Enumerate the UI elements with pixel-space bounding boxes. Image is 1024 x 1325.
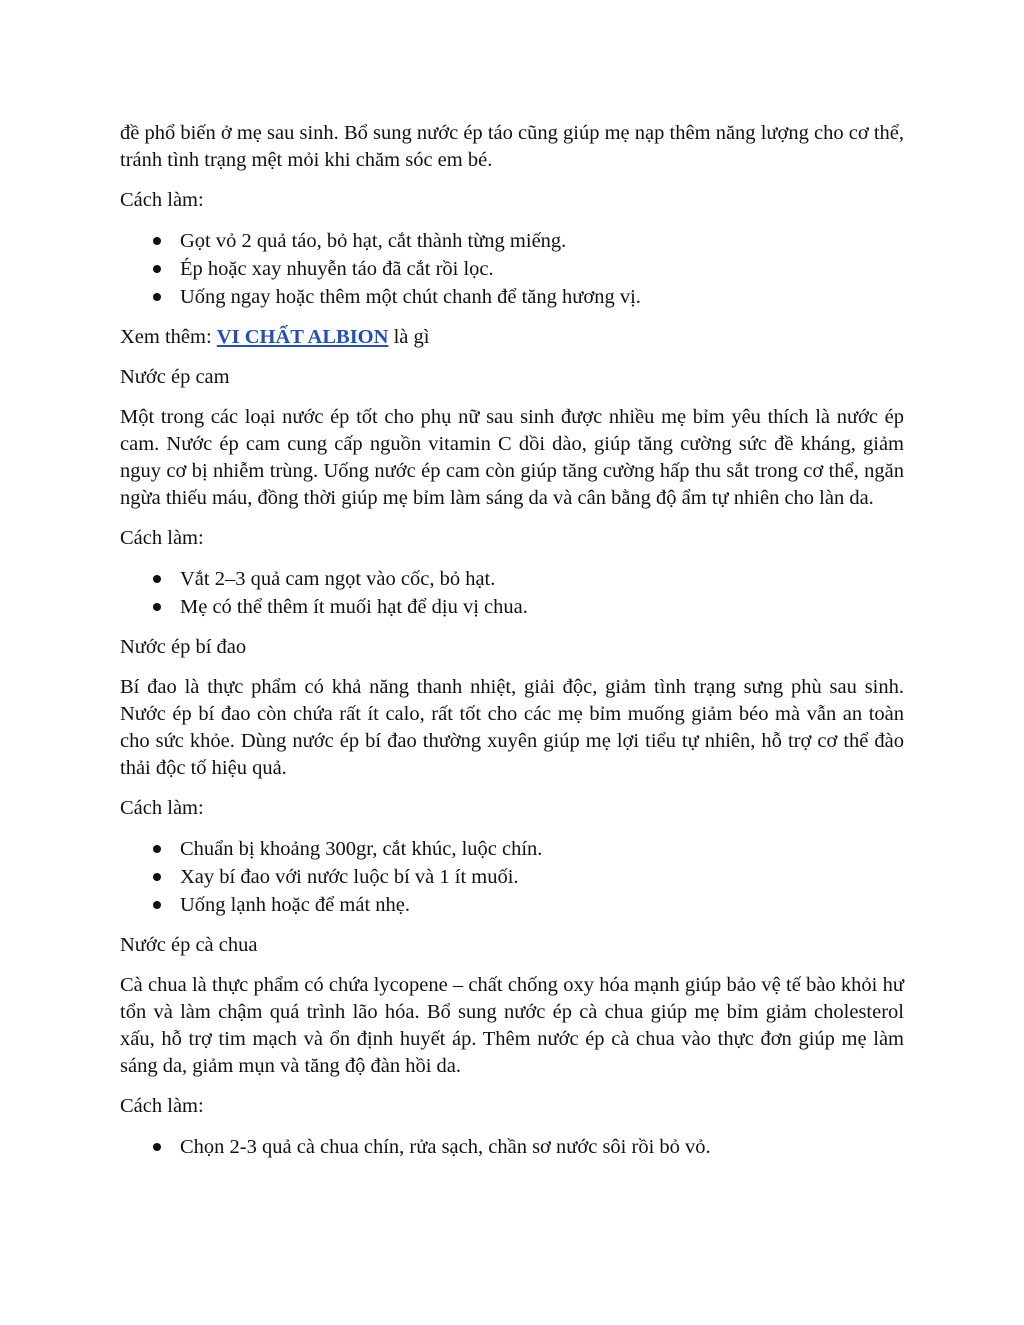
- list-item-text: Chuẩn bị khoảng 300gr, cắt khúc, luộc chín.: [180, 838, 543, 860]
- bullet-icon: [153, 603, 161, 611]
- list-item-text: Uống lạnh hoặc để mát nhẹ.: [180, 894, 410, 916]
- bullet-icon: [153, 237, 161, 245]
- see-more-prefix: Xem thêm:: [120, 326, 217, 348]
- list-item: [120, 863, 904, 891]
- orange-how-label: Cách làm:: [120, 527, 204, 549]
- list-item-text: Vắt 2–3 quả cam ngọt vào cốc, bỏ hạt.: [180, 568, 496, 590]
- bullet-icon: [153, 575, 161, 583]
- list-item: [120, 565, 904, 593]
- bullet-icon: [153, 265, 161, 273]
- list-item: [120, 255, 904, 283]
- list-item: [120, 593, 904, 621]
- tomato-body: Cà chua là thực phẩm có chứa lycopene – chất chống oxy hóa mạnh giúp bảo vệ tế bào khỏi hư tổn và làm chậm quá trình lão hóa. Bổ sung nước ép cà chua giúp mẹ bỉm giảm cholesterol xấu, hỗ trợ tim mạch và ổn định huyết áp. Thêm nước ép cà chua vào thực đơn giúp mẹ làm sáng da, giảm mụn và tăng độ đàn hồi da.: [120, 974, 904, 1077]
- winter-melon-heading: Nước ép bí đao: [120, 636, 247, 658]
- see-more-line: [120, 324, 904, 351]
- orange-steps-list: [120, 565, 904, 621]
- list-item-text: Gọt vỏ 2 quả táo, bỏ hạt, cắt thành từng miếng.: [180, 230, 567, 252]
- list-item-text: Mẹ có thể thêm ít muối hạt để dịu vị chua.: [180, 596, 528, 618]
- bullet-icon: [153, 901, 161, 909]
- tomato-steps-list: [120, 1133, 904, 1161]
- bullet-icon: [153, 1143, 161, 1151]
- list-item: [120, 227, 904, 255]
- list-item: [120, 1133, 904, 1161]
- bullet-icon: [153, 845, 161, 853]
- bullet-icon: [153, 873, 161, 881]
- tomato-heading: Nước ép cà chua: [120, 934, 258, 956]
- see-more-suffix: là gì: [388, 326, 430, 348]
- winter-melon-steps-list: [120, 835, 904, 919]
- bullet-icon: [153, 293, 161, 301]
- list-item-text: Xay bí đao với nước luộc bí và 1 ít muối.: [180, 866, 519, 888]
- list-item: [120, 835, 904, 863]
- list-item-text: Chọn 2-3 quả cà chua chín, rửa sạch, chần sơ nước sôi rồi bỏ vỏ.: [180, 1136, 711, 1158]
- apple-how-label: Cách làm:: [120, 189, 204, 211]
- orange-body: Một trong các loại nước ép tốt cho phụ nữ sau sinh được nhiều mẹ bỉm yêu thích là nước ép cam. Nước ép cam cung cấp nguồn vitamin C dồi dào, giúp tăng cường sức đề kháng, giảm nguy cơ bị nhiễm trùng. Uống nước ép cam còn giúp tăng cường hấp thu sắt trong cơ thể, ngăn ngừa thiếu máu, đồng thời giúp mẹ bỉm làm sáng da và cân bằng độ ẩm tự nhiên cho làn da.: [120, 406, 904, 509]
- intro-paragraph: đề phổ biến ở mẹ sau sinh. Bổ sung nước ép táo cũng giúp mẹ nạp thêm năng lượng cho cơ thể, tránh tình trạng mệt mỏi khi chăm sóc em bé.: [120, 122, 904, 171]
- list-item-text: Ép hoặc xay nhuyễn táo đã cắt rồi lọc.: [180, 258, 494, 280]
- albion-link[interactable]: VI CHẤT ALBION: [216, 326, 389, 348]
- list-item: [120, 891, 904, 919]
- apple-steps-list: [120, 227, 904, 311]
- list-item: [120, 283, 904, 311]
- tomato-how-label: Cách làm:: [120, 1095, 204, 1117]
- winter-melon-body: Bí đao là thực phẩm có khả năng thanh nhiệt, giải độc, giảm tình trạng sưng phù sau sinh. Nước ép bí đao còn chứa rất ít calo, rất tốt cho các mẹ bỉm muống giảm béo mà vẫn an toàn cho sức khỏe. Dùng nước ép bí đao thường xuyên giúp mẹ lợi tiểu tự nhiên, hỗ trợ cơ thể đào thải độc tố hiệu quả.: [120, 676, 904, 779]
- winter-melon-how-label: Cách làm:: [120, 797, 204, 819]
- document-page: [120, 120, 904, 1174]
- list-item-text: Uống ngay hoặc thêm một chút chanh để tăng hương vị.: [180, 286, 641, 308]
- orange-heading: Nước ép cam: [120, 366, 230, 388]
